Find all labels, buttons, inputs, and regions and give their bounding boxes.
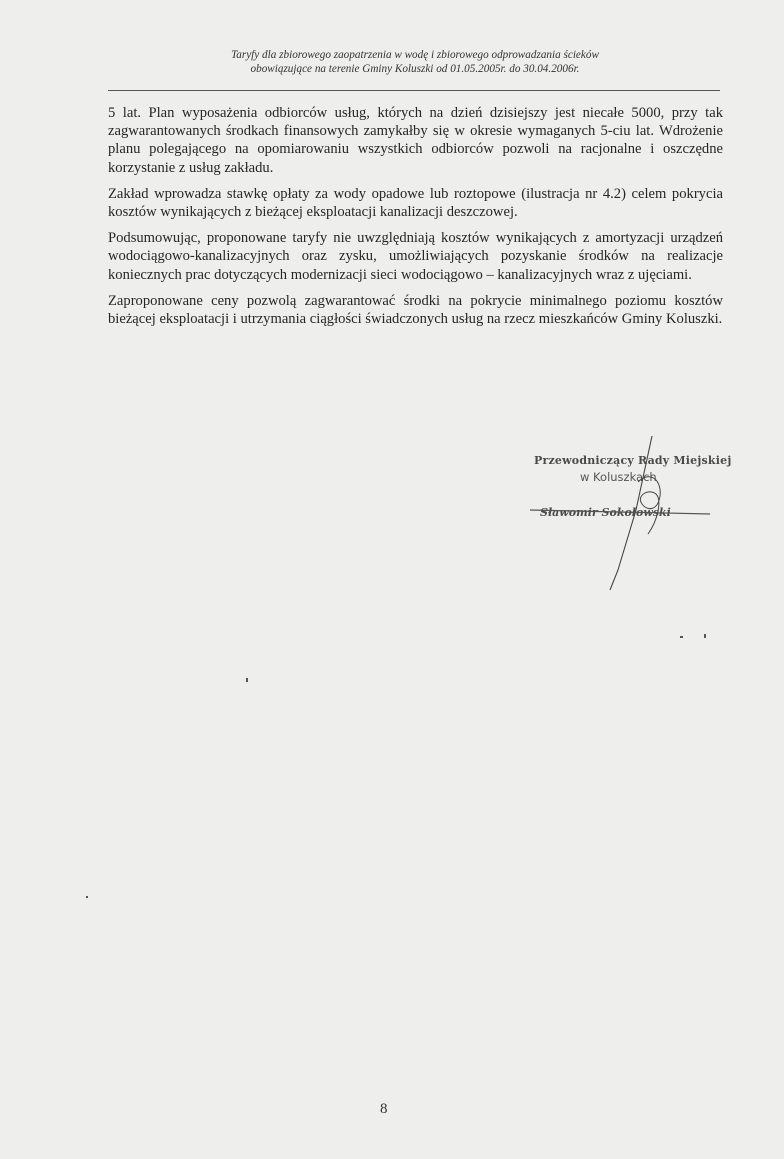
scan-speck: [680, 636, 683, 638]
document-header: [120, 48, 710, 76]
stamp-title: Przewodniczący Rady Miejskiej: [534, 454, 732, 467]
paragraph: 5 lat. Plan wyposażenia odbiorców usług, których na dzień dzisiejszy jest niecałe 5000, przy tak zagwarantowanych środkach finansowych zamykałby się w okresie wymaganych 5-ciu lat. Wdrożenie planu polegającego na opomiarowaniu wszystkich odbiorców pozwoli na racjonalne i oszczędne korzystanie z usług zakładu.: [108, 105, 723, 176]
signature-underline: [530, 510, 710, 514]
paragraph: Zakład wprowadza stawkę opłaty za wody opadowe lub roztopowe (ilustracja nr 4.2) celem pokrycia kosztów wynikających z bieżącej eksploatacji kanalizacji deszczowej.: [108, 185, 723, 221]
page-number: 8: [380, 1101, 388, 1117]
header-line-2: obowiązujące na terenie Gminy Koluszki od 01.05.2005r. do 30.04.2006r.: [250, 63, 580, 75]
scan-speck: [86, 896, 88, 898]
header-line-1: Taryfy dla zbiorowego zaopatrzenia w wodę i zbiorowego odprowadzania ścieków: [231, 49, 599, 61]
header-divider: [108, 90, 720, 91]
stamp-place: w Koluszkach: [580, 470, 657, 484]
scan-speck: [246, 678, 248, 682]
handwritten-signature: [500, 430, 784, 600]
scan-speck: [704, 634, 706, 638]
paragraph: Zaproponowane ceny pozwolą zagwarantować środki na pokrycie minimalnego poziomu kosztów bieżącej eksploatacji i utrzymania ciągłości świadczonych usług na rzecz mieszkańców Gminy Koluszki.: [108, 292, 723, 328]
paragraph: Podsumowując, proponowane taryfy nie uwzględniają kosztów wynikających z amortyzacji urządzeń wodociągowo-kanalizacyjnych oraz zysku, umożliwiających pozyskanie środków na realizacje koniecznych prac dotyczących modernizacji sieci wodociągowo – kanalizacyjnych wraz z ujęciami.: [108, 230, 723, 283]
stamp-name: Sławomir Sokołowski: [540, 506, 671, 519]
document-body: [108, 104, 723, 336]
